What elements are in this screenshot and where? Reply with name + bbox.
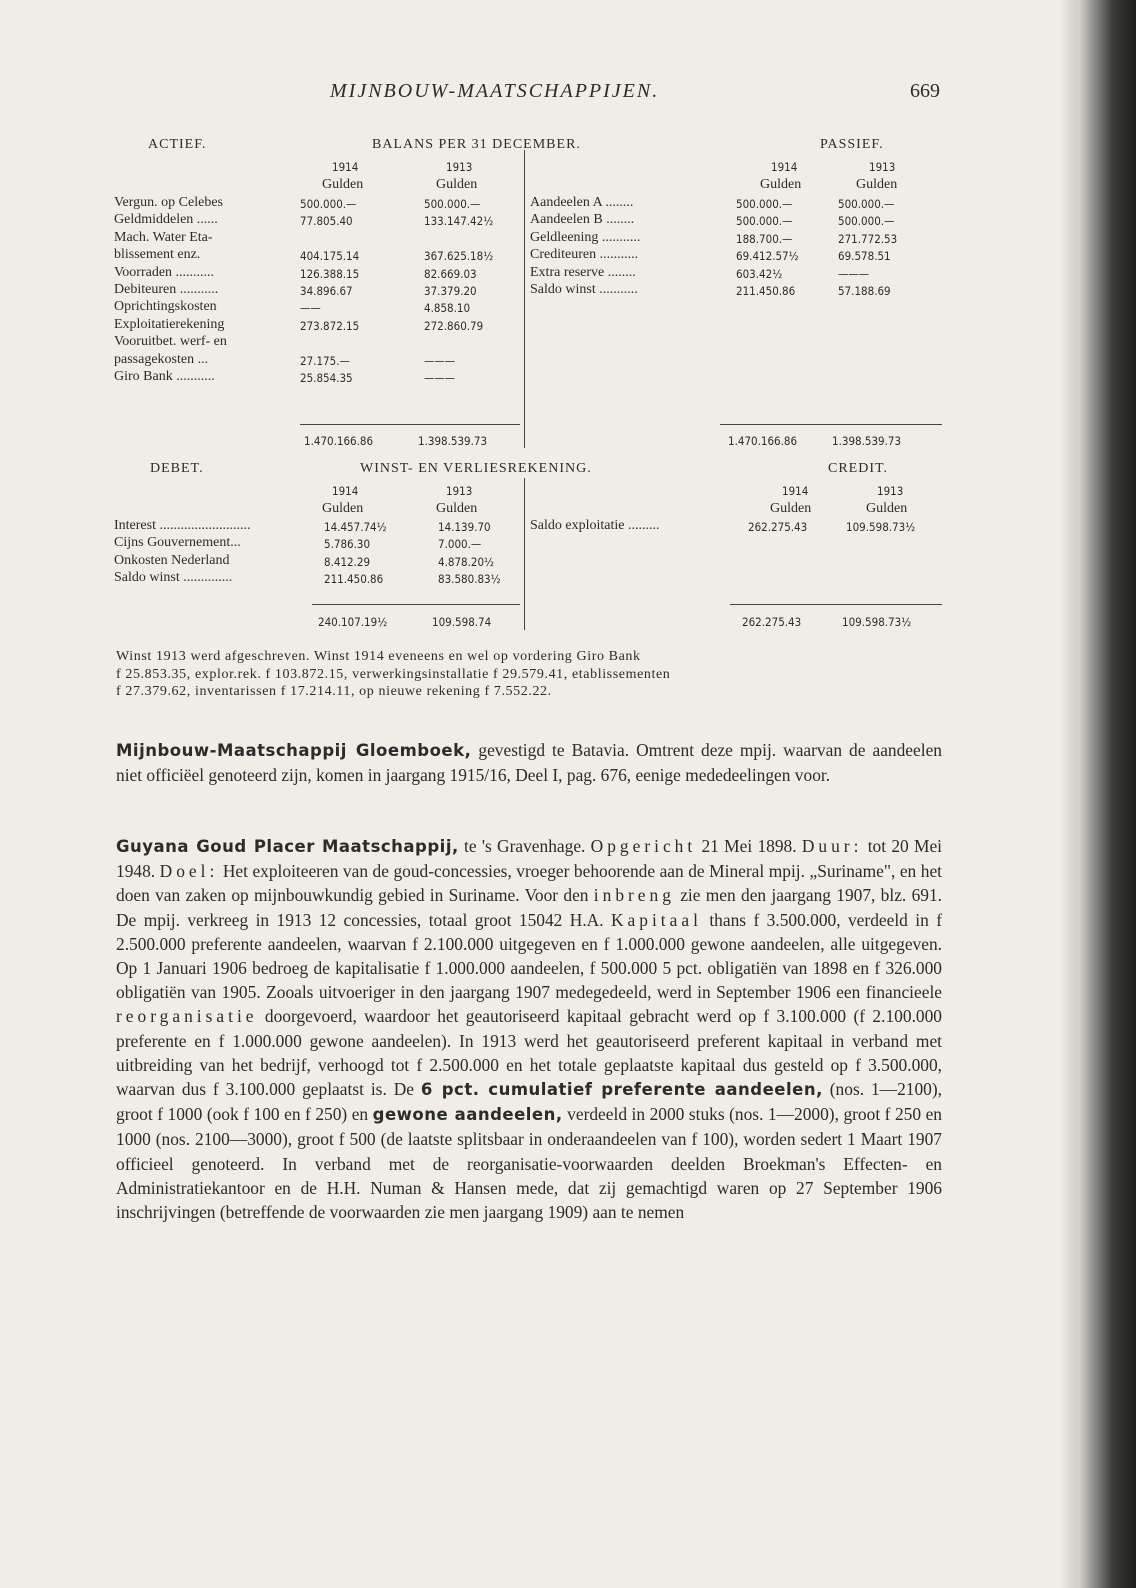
row-label: Debiteuren ........... bbox=[114, 282, 219, 297]
row-value: 7.000.— bbox=[438, 537, 482, 552]
entry-text: te 's Gravenhage. bbox=[458, 836, 591, 856]
row-value: 69.578.51 bbox=[838, 249, 891, 264]
balance-right-title: PASSIEF. bbox=[820, 137, 884, 152]
row-value: 83.580.83½ bbox=[438, 572, 501, 587]
row-label: blissement enz. bbox=[114, 247, 201, 263]
footnote-line: f 25.853.35, explor.rek. f 103.872.15, verwerkingsinstallatie f 29.579.41, etablissementen bbox=[116, 666, 671, 682]
unit-label: Gulden bbox=[856, 177, 898, 192]
row-label: Aandeelen B ........ bbox=[530, 212, 635, 228]
entry-text: (nos. 1—2100), groot f 1000 (ook f 100 en f 250) en bbox=[116, 1079, 942, 1125]
row-value: 500.000.— bbox=[838, 197, 895, 211]
row-label: Cijns Gouvernement... bbox=[114, 535, 241, 551]
spaced-keyword: Doel: bbox=[159, 861, 219, 882]
row-value: 188.700.— bbox=[736, 231, 793, 246]
running-title: MIJNBOUW-MAATSCHAPPIJEN. bbox=[330, 80, 660, 102]
spaced-keyword: Kapitaal bbox=[611, 909, 702, 930]
pnl-left-title: DEBET. bbox=[150, 461, 204, 476]
entry-text: zie men den jaargang 1907, blz. 691. De mpij. verkreeg in 1913 12 concessies, totaal groot 15042 H.A. bbox=[116, 885, 942, 930]
year-1914: 1914 bbox=[332, 160, 359, 174]
row-value: 133.147.42½ bbox=[424, 214, 494, 229]
entry-text: doorgevoerd, waardoor het geautoriseerd kapitaal gebracht werd op f 3.100.000 (f 2.100.000 preferente en f 1.000.000 gewone aandeelen). In 1913 werd het geautoriseerd preferent kapitaal in verband met uitbreiding van het bedrijf, verhoogd tot f 2.500.000 en het totale geplaatste kapitaal dus gesteld op f 3.500.000, waarvan dus f 3.100.000 geplaatst is. De bbox=[116, 1006, 942, 1100]
column-divider bbox=[524, 150, 525, 448]
entry-guyana bbox=[116, 834, 942, 1224]
row-value: 8.412.29 bbox=[324, 554, 371, 569]
row-value: 109.598.73½ bbox=[846, 520, 916, 534]
entry-text: verdeeld in 2000 stuks (nos. 1—2000), groot f 250 en 1000 (nos. 2100—3000), groot f 500 (de laatste splitsbaar in onderaandeelen van f 100), worden sedert 1 Maart 1907 officieel genoteerd. In verband met de reorganisatie-voorwaarden deelden Broekman's Effecten- en Administratiekantoor en de H.H. Numan & Hansen mede, dat zij gemachtigd waren op 27 September 1906 inschrijvingen (betreffende de voorwaarden zie men jaargang 1909) aan te nemen bbox=[116, 1104, 942, 1223]
entry-text: Het exploiteeren van de goud-concessies, vroeger behoorende aan de Mineral mpij. „Suriname", en het doen van zaken op mijnbouwkundig gebied in Suriname. Voor den bbox=[116, 861, 942, 906]
unit-label: Gulden bbox=[866, 501, 908, 516]
row-label: passagekosten ... bbox=[114, 351, 209, 367]
row-value: 262.275.43 bbox=[748, 520, 808, 534]
row-label: Onkosten Nederland bbox=[114, 552, 230, 568]
row-value: ——— bbox=[838, 266, 870, 281]
row-label: Geldleening ........... bbox=[530, 229, 641, 245]
row-value: 603.42½ bbox=[736, 266, 783, 281]
pnl-total: 109.598.74 bbox=[432, 615, 492, 629]
balance-left-title: ACTIEF. bbox=[148, 137, 207, 152]
pnl-total: 109.598.73½ bbox=[842, 615, 912, 629]
row-label: Vergun. op Celebes bbox=[114, 195, 223, 210]
footnote-line: Winst 1913 werd afgeschreven. Winst 1914 eveneens en wel op vordering Giro Bank bbox=[116, 649, 641, 664]
row-label: Aandeelen A ........ bbox=[530, 195, 634, 210]
year-1914: 1914 bbox=[332, 484, 359, 498]
pnl-total: 240.107.19½ bbox=[318, 615, 388, 629]
row-label: Saldo winst .............. bbox=[114, 570, 233, 586]
page-number: 669 bbox=[910, 80, 940, 102]
row-label: Saldo exploitatie ......... bbox=[530, 518, 660, 533]
row-value: 5.786.30 bbox=[324, 537, 371, 552]
row-label: Mach. Water Eta- bbox=[114, 229, 213, 245]
row-label: Extra reserve ........ bbox=[530, 264, 636, 280]
balance-total: 1.398.539.73 bbox=[832, 434, 902, 448]
row-value: 404.175.14 bbox=[300, 249, 360, 264]
row-value: 271.772.53 bbox=[838, 231, 898, 246]
row-value: 500.000.— bbox=[424, 197, 481, 211]
unit-label: Gulden bbox=[760, 177, 802, 192]
entry-text: thans f 3.500.000, verdeeld in f 2.500.000 preferente aandeelen, waarvan f 2.100.000 uitgegeven en f 1.000.000 gewone aandeelen, alle uitgegeven. Op 1 Januari 1906 bedroeg de kapitalisatie f 1.000.000 aandeelen, f 500.000 5 pct. obligatiën van 1898 en f 326.000 obligatiën van 1905. Zooals uitvoeriger in den jaargang 1907 medegedeeld, werd in September 1906 een financieele bbox=[116, 909, 942, 1003]
row-value: 77.805.40 bbox=[300, 214, 353, 229]
total-rule bbox=[312, 604, 520, 605]
entry-text: 21 Mei 1898. bbox=[696, 836, 802, 856]
balance-total: 1.398.539.73 bbox=[418, 434, 488, 448]
row-label: Voorraden ........... bbox=[114, 264, 215, 280]
row-value: 500.000.— bbox=[736, 197, 793, 211]
row-label: Oprichtingskosten bbox=[114, 299, 217, 315]
total-rule bbox=[730, 604, 942, 605]
running-header bbox=[0, 80, 1136, 110]
total-rule bbox=[720, 424, 942, 425]
row-label: Giro Bank ........... bbox=[114, 369, 215, 384]
pnl-right-title: CREDIT. bbox=[828, 461, 889, 476]
row-value: —— bbox=[300, 301, 321, 316]
row-value: 126.388.15 bbox=[300, 266, 360, 281]
row-label: Exploitatierekening bbox=[114, 316, 225, 332]
entry-text: tot 20 Mei 1948. bbox=[116, 836, 943, 882]
row-value: 273.872.15 bbox=[300, 318, 360, 333]
row-value: 27.175.— bbox=[300, 353, 350, 368]
year-1914: 1914 bbox=[771, 160, 798, 174]
row-value: 57.188.69 bbox=[838, 284, 891, 298]
spaced-keyword: Opgericht bbox=[590, 836, 697, 856]
company-name: Mijnbouw-Maatschappij Gloemboek, bbox=[116, 741, 472, 760]
entry-gloemboek bbox=[116, 738, 942, 787]
balance-center-title: BALANS PER 31 DECEMBER. bbox=[372, 137, 581, 152]
row-value: 367.625.18½ bbox=[424, 249, 494, 264]
year-1913: 1913 bbox=[869, 160, 896, 174]
row-label: Interest .......................... bbox=[114, 518, 251, 533]
row-value: ——— bbox=[424, 371, 456, 385]
row-value: 4.878.20½ bbox=[438, 554, 495, 569]
unit-label: Gulden bbox=[322, 177, 364, 192]
page-gutter bbox=[1060, 0, 1078, 1588]
row-value: 4.858.10 bbox=[424, 301, 471, 316]
bold-term: gewone aandeelen, bbox=[372, 1105, 563, 1125]
row-label: Saldo winst ........... bbox=[530, 282, 638, 297]
unit-label: Gulden bbox=[770, 501, 812, 516]
row-value: 37.379.20 bbox=[424, 284, 477, 298]
row-value: 69.412.57½ bbox=[736, 249, 799, 264]
row-label: Geldmiddelen ...... bbox=[114, 212, 218, 228]
year-1914: 1914 bbox=[782, 484, 809, 498]
pnl-center-title: WINST- EN VERLIESREKENING. bbox=[360, 461, 592, 476]
entry-text: gevestigd te Batavia. Omtrent deze mpij. waarvan de aandeelen niet officiëel genoteerd zijn, komen in jaargang 1915/16, Deel I, pag. 676, eenige mededeelingen voor. bbox=[116, 740, 942, 786]
row-value: 211.450.86 bbox=[736, 284, 796, 298]
footnote bbox=[116, 648, 942, 701]
row-value: 14.139.70 bbox=[438, 520, 491, 534]
unit-label: Gulden bbox=[436, 501, 478, 516]
pnl-total: 262.275.43 bbox=[742, 615, 802, 629]
balance-total: 1.470.166.86 bbox=[304, 434, 374, 448]
row-value: 25.854.35 bbox=[300, 371, 353, 385]
row-value: ——— bbox=[424, 353, 456, 368]
row-value: 500.000.— bbox=[300, 197, 357, 211]
row-value: 82.669.03 bbox=[424, 266, 477, 281]
year-1913: 1913 bbox=[446, 484, 473, 498]
total-rule bbox=[300, 424, 520, 425]
footnote-line: f 27.379.62, inventarissen f 17.214.11, op nieuwe rekening f 7.552.22. bbox=[116, 684, 552, 699]
spaced-keyword: Duur: bbox=[801, 836, 863, 856]
row-value: 14.457.74½ bbox=[324, 520, 387, 534]
unit-label: Gulden bbox=[322, 501, 364, 516]
year-1913: 1913 bbox=[446, 160, 473, 174]
year-1913: 1913 bbox=[877, 484, 904, 498]
spaced-keyword: reorganisatie bbox=[116, 1006, 258, 1027]
bold-term: 6 pct. cumulatief preferente aandeelen, bbox=[420, 1080, 823, 1100]
spaced-keyword: inbreng bbox=[593, 885, 675, 906]
row-label: Vooruitbet. werf- en bbox=[114, 334, 227, 350]
row-value: 272.860.79 bbox=[424, 318, 484, 333]
balance-total: 1.470.166.86 bbox=[728, 434, 798, 448]
row-label: Crediteuren ........... bbox=[530, 247, 639, 263]
column-divider bbox=[524, 478, 525, 630]
book-spine bbox=[1078, 0, 1136, 1588]
row-value: 211.450.86 bbox=[324, 572, 384, 587]
row-value: 500.000.— bbox=[736, 214, 793, 229]
unit-label: Gulden bbox=[436, 177, 478, 192]
row-value: 34.896.67 bbox=[300, 284, 353, 298]
company-name: Guyana Goud Placer Maatschappij, bbox=[116, 837, 459, 856]
row-value: 500.000.— bbox=[838, 214, 895, 229]
